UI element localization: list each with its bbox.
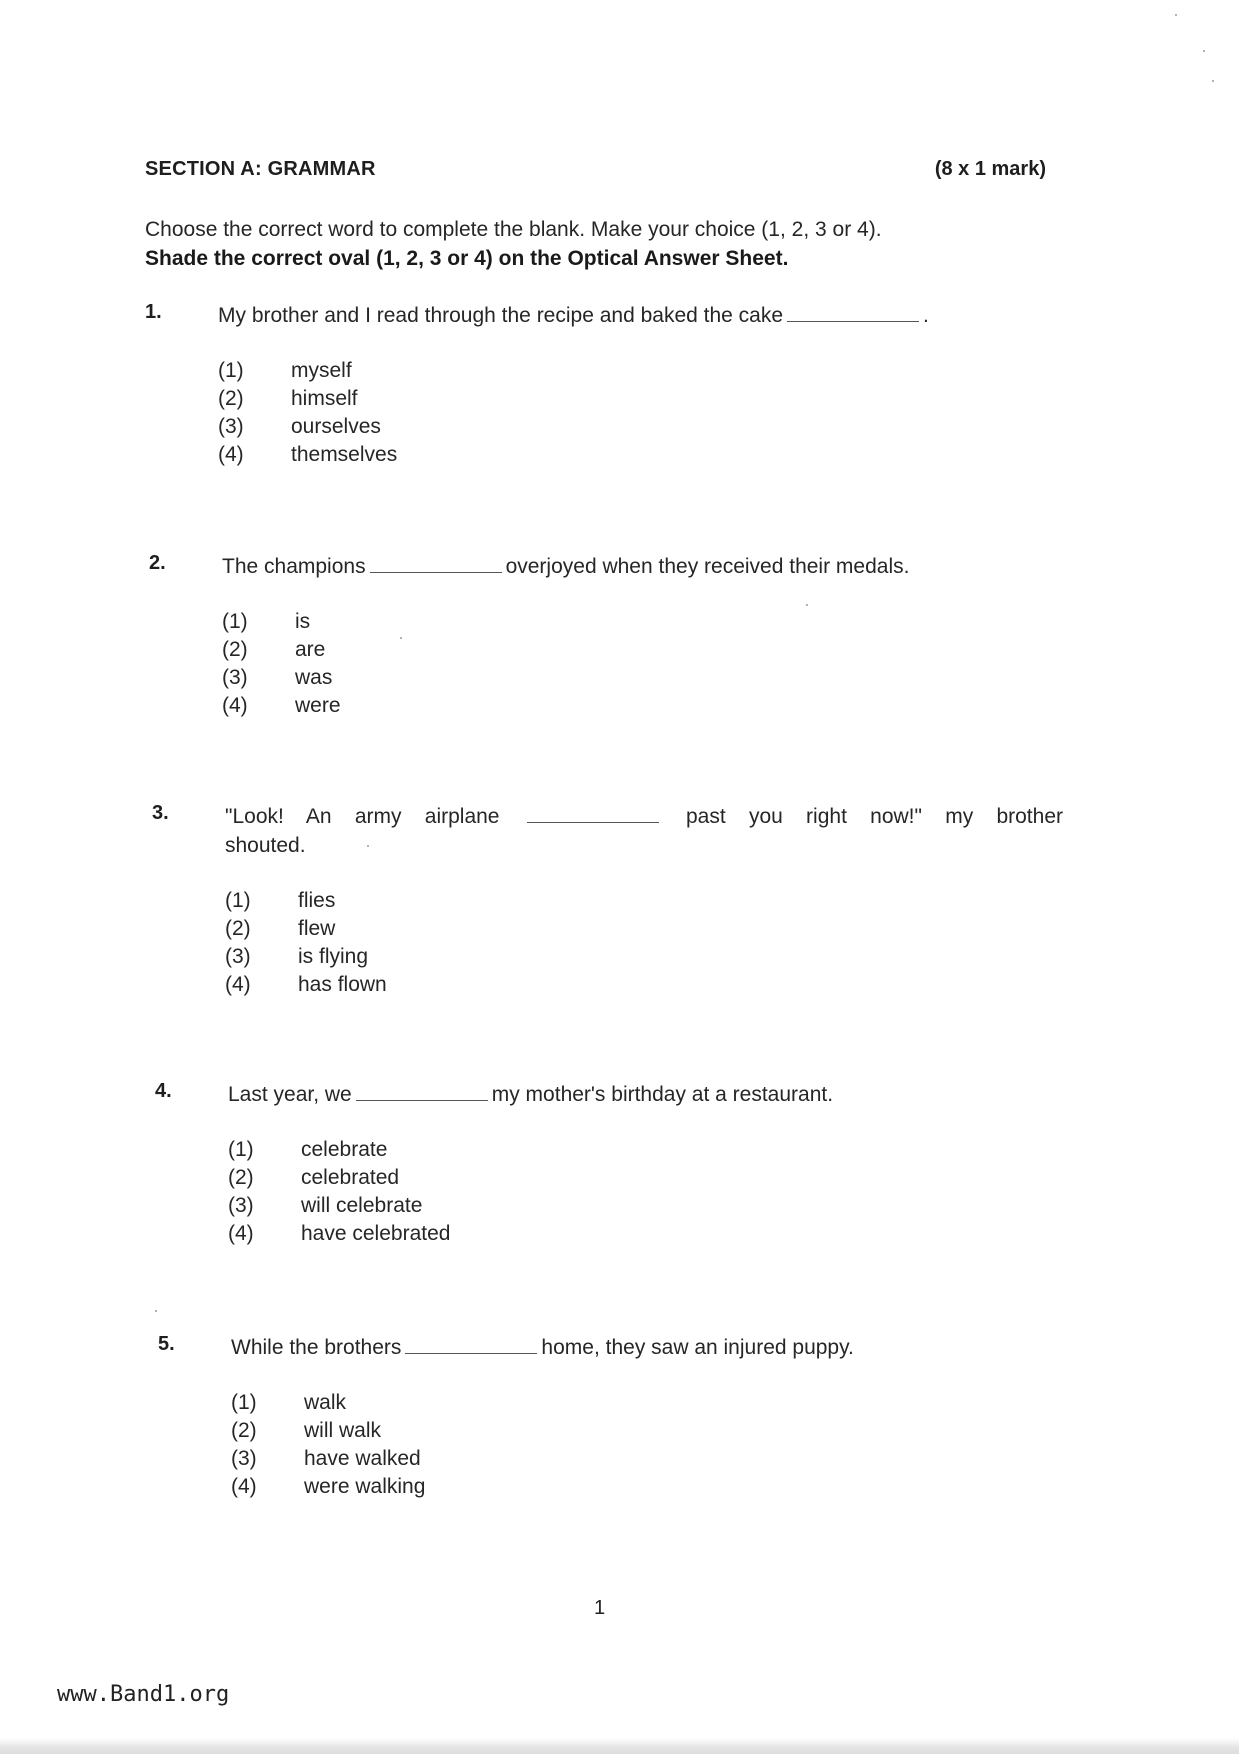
question-text [218,301,1063,330]
option-text: flies [298,889,336,912]
option-text: is [295,610,311,633]
option-2 [228,1164,628,1192]
option-number: (4) [228,1222,254,1245]
option-number: (2) [218,387,244,410]
option-4 [231,1473,631,1501]
option-text: flew [298,917,336,940]
options-list [225,887,625,999]
question-text [231,1333,1076,1362]
option-3 [222,664,622,692]
option-text: have walked [304,1447,421,1470]
watermark: www.Band1.org [53,1680,233,1709]
option-number: (3) [218,415,244,438]
option-number: (4) [231,1475,257,1498]
scan-speck [806,604,808,606]
option-text: will walk [304,1419,382,1442]
answer-blank [356,1082,488,1101]
option-number: (1) [228,1138,254,1161]
option-text: have celebrated [301,1222,451,1245]
question-text-before: While the brothers [231,1336,402,1359]
question-text-after: . [923,304,929,327]
option-number: (3) [225,945,251,968]
option-text: was [295,666,333,689]
question-text [222,552,1067,581]
option-2 [222,636,622,664]
option-text: celebrated [301,1166,400,1189]
instructions-line-2: Shade the correct oval (1, 2, 3 or 4) on the Optical Answer Sheet. [145,247,789,270]
options-list [218,357,618,469]
option-number: (4) [222,694,248,717]
answer-blank [787,303,919,322]
scan-speck [1212,80,1214,82]
option-text: themselves [291,443,398,466]
question-text [228,1080,1073,1109]
option-text: has flown [298,973,387,996]
option-3 [218,413,618,441]
question-text-after: my mother's birthday at a restaurant. [491,1083,834,1106]
option-text: celebrate [301,1138,388,1161]
option-4 [225,971,625,999]
option-1 [222,608,622,636]
section-header [145,158,1045,188]
option-number: (4) [218,443,244,466]
option-number: (3) [222,666,248,689]
option-1 [231,1389,631,1417]
option-number: (2) [225,917,251,940]
option-2 [218,385,618,413]
option-text: myself [291,359,352,382]
option-1 [228,1136,628,1164]
answer-blank [370,554,502,573]
question-text-after: home, they saw an injured puppy. [541,1336,854,1359]
scan-speck [155,1310,157,1312]
question-text-before: The champions [222,555,366,578]
option-text: ourselves [291,415,381,438]
instructions [145,215,1065,273]
scan-speck [1203,50,1205,52]
section-marks: (8 x 1 mark) [934,158,1046,180]
option-text: will celebrate [301,1194,423,1217]
question-text-before: "Look! An army airplane [225,805,500,828]
answer-blank [527,804,659,823]
question-number: 1. [145,301,162,323]
option-number: (1) [231,1391,257,1414]
question-text-before: My brother and I read through the recipe and baked the cake [218,304,784,327]
question-text-before: Last year, we [228,1083,352,1106]
option-text: himself [291,387,358,410]
option-4 [218,441,618,469]
option-text: were walking [304,1475,426,1498]
option-text: are [295,638,326,661]
question-number: 3. [152,802,169,824]
question-number: 4. [155,1080,172,1102]
question-number: 2. [149,552,166,574]
scan-speck [1175,14,1177,16]
option-text: were [295,694,341,717]
option-3 [228,1192,628,1220]
option-number: (3) [231,1447,257,1470]
option-number: (1) [225,889,251,912]
page-number: 1 [594,1597,606,1619]
option-4 [228,1220,628,1248]
instructions-line-1: Choose the correct word to complete the blank. Make your choice (1, 2, 3 or 4). [145,218,882,241]
option-number: (4) [225,973,251,996]
answer-blank [405,1335,537,1354]
option-text: walk [304,1391,347,1414]
option-number: (2) [231,1419,257,1442]
options-list [231,1389,631,1501]
option-3 [225,943,625,971]
option-3 [231,1445,631,1473]
question-text [225,802,1063,860]
option-1 [218,357,618,385]
scan-edge [0,1738,1239,1754]
section-title: SECTION A: GRAMMAR [145,158,376,180]
option-text: is flying [298,945,369,968]
question-text-after: overjoyed when they received their medals. [505,555,910,578]
options-list [222,608,622,720]
option-2 [231,1417,631,1445]
option-number: (2) [228,1166,254,1189]
option-4 [222,692,622,720]
question-text-after: past you right now!" my brother shouted. [225,805,1063,857]
option-2 [225,915,625,943]
option-1 [225,887,625,915]
option-number: (1) [222,610,248,633]
question-number: 5. [158,1333,175,1355]
option-number: (2) [222,638,248,661]
option-number: (1) [218,359,244,382]
option-number: (3) [228,1194,254,1217]
options-list [228,1136,628,1248]
